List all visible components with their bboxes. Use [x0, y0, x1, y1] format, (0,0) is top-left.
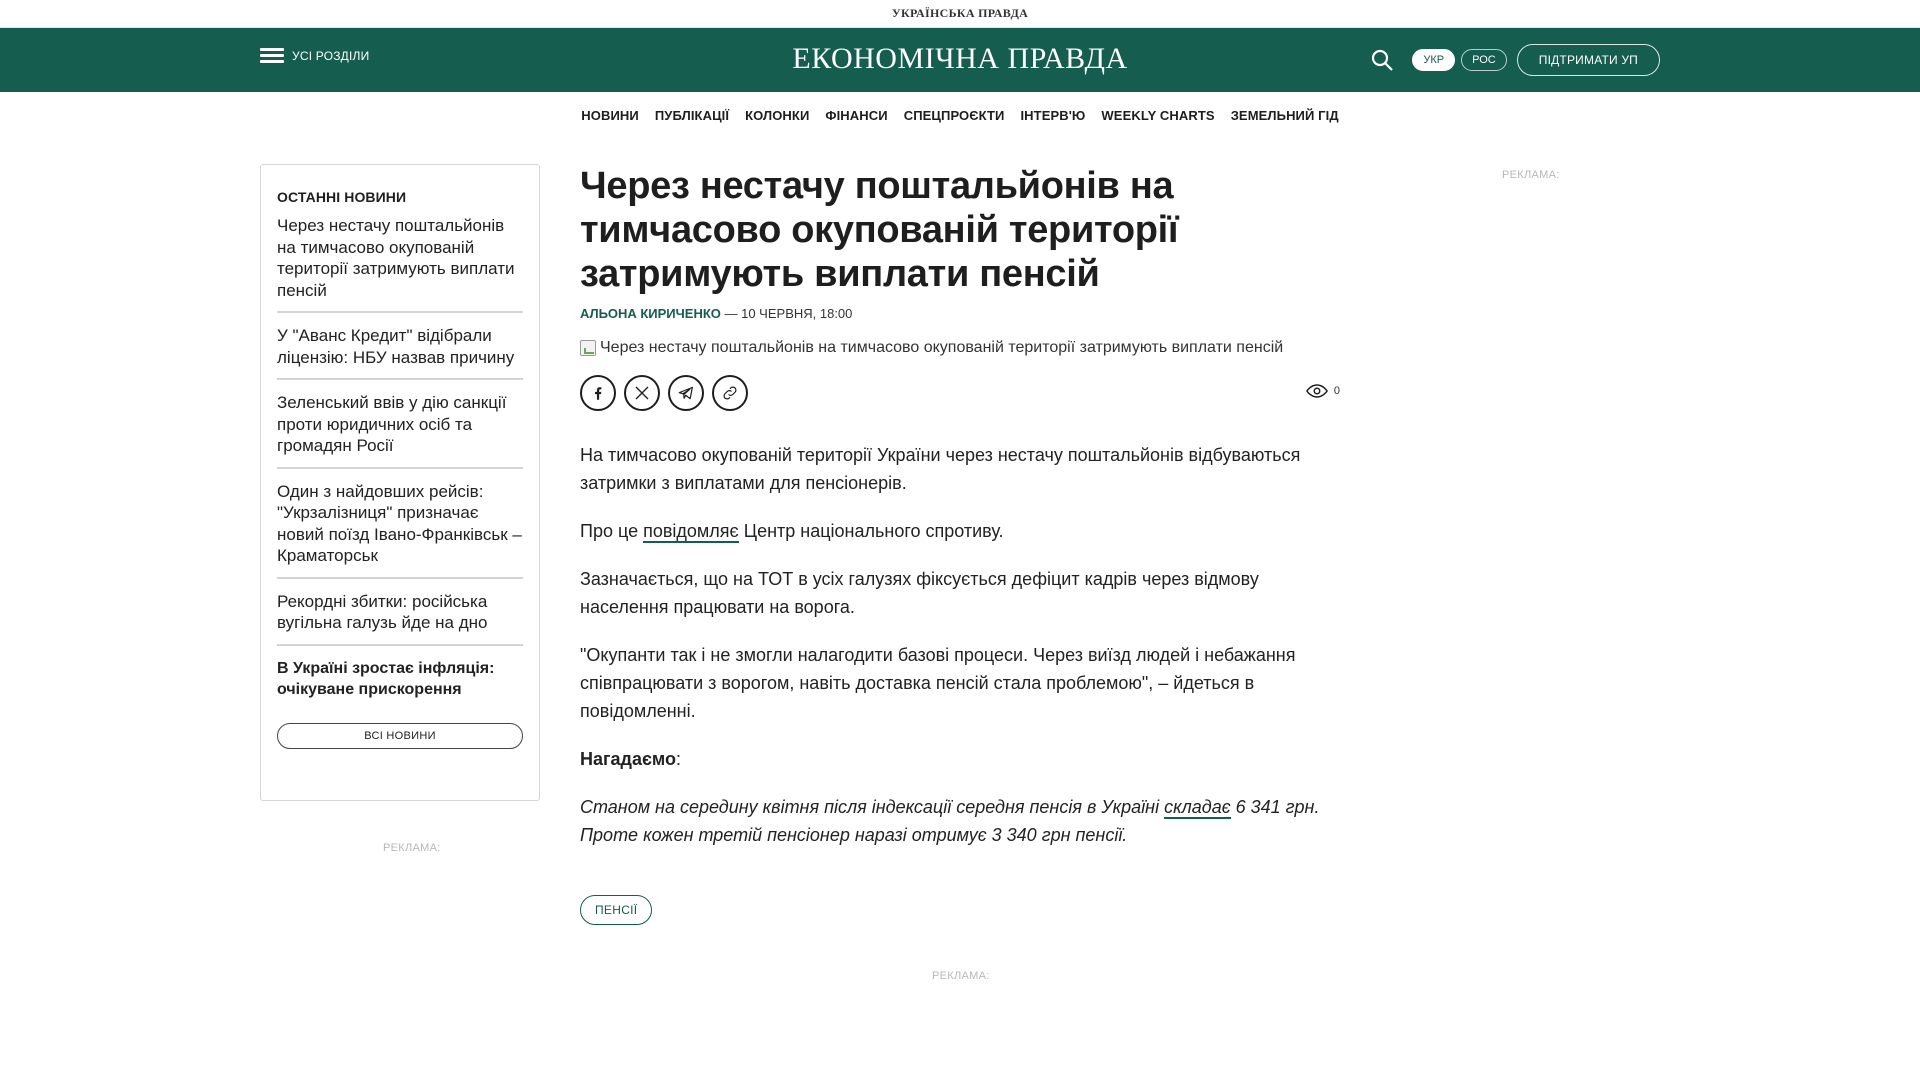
- eye-icon: [1306, 383, 1328, 399]
- paragraph: [580, 517, 1340, 545]
- view-count: 0: [1333, 385, 1340, 397]
- nav-item-finance[interactable]: ФІНАНСИ: [825, 107, 888, 123]
- lang-ukr-button[interactable]: УКР: [1412, 49, 1455, 71]
- ad-label-right: РЕКЛАМА:: [1502, 169, 1560, 181]
- nav-item-land-guide[interactable]: ЗЕМЕЛЬНИЙ ГІД: [1230, 107, 1339, 123]
- telegram-icon: [677, 384, 695, 402]
- article: [580, 164, 1340, 925]
- x-icon: [633, 384, 651, 402]
- link-icon: [721, 384, 739, 402]
- article-image-alt: Через нестачу поштальйонів на тимчасово окупованій території затримують виплати пенсій: [600, 339, 1284, 356]
- paragraph-text: Станом на середину квітня після індексації середня пенсія в Україні: [580, 797, 1165, 817]
- byline-separator: —: [720, 306, 742, 321]
- latest-news-sidebar: [260, 164, 540, 801]
- paragraph-text: Про це: [580, 521, 644, 541]
- nav-item-news[interactable]: НОВИНИ: [581, 107, 639, 123]
- view-counter: [1306, 383, 1340, 399]
- lang-ros-button[interactable]: РОС: [1461, 49, 1507, 71]
- facebook-share-button[interactable]: [580, 375, 616, 411]
- paragraph: [580, 745, 1340, 773]
- news-item[interactable]: Один з найдовших рейсів: "Укрзалізниця" призначає новий поїзд Івано-Франківськ – Краматорськ: [277, 481, 523, 579]
- paragraph-text: 6 341 грн. Проте кожен третій пенсіонер наразі отримує 3 340 грн пенсії.: [580, 797, 1320, 845]
- pension-link[interactable]: складає: [1164, 797, 1231, 817]
- telegram-share-button[interactable]: [668, 375, 704, 411]
- paragraph: "Окупанти так і не змогли налагодити базові процеси. Через виїзд людей і небажання співпрацювати з ворогом, навіть доставка пенсій стала проблемою", – йдеться в повідомленні.: [580, 645, 1296, 721]
- facebook-icon: [589, 384, 607, 402]
- news-item[interactable]: Зеленський ввів у дію санкції проти юридичних осіб та громадян Росії: [277, 392, 523, 469]
- top-strip: [0, 0, 1920, 28]
- broken-image-icon: [580, 340, 596, 356]
- reminder-label: Нагадаємо: [580, 749, 676, 769]
- search-icon[interactable]: [1370, 48, 1394, 72]
- nav-item-special-projects[interactable]: СПЕЦПРОЄКТИ: [903, 107, 1005, 123]
- publish-date: 10 ЧЕРВНЯ, 18:00: [741, 306, 853, 321]
- share-bar: [580, 375, 1340, 411]
- all-sections-label: УСІ РОЗДІЛИ: [292, 49, 370, 63]
- x-share-button[interactable]: [624, 375, 660, 411]
- site-header: [0, 28, 1920, 92]
- news-item[interactable]: Через нестачу поштальйонів на тимчасово окупованій території затримують виплати пенсій: [277, 215, 523, 313]
- article-body: [580, 441, 1340, 849]
- nav-item-interview[interactable]: ІНТЕРВ'Ю: [1020, 107, 1086, 123]
- header-actions: [1370, 44, 1660, 76]
- paragraph: Зазначається, що на ТОТ в усіх галузях фіксується дефіцит кадрів через відмову населення працювати на ворога.: [580, 569, 1259, 617]
- support-button[interactable]: ПІДТРИМАТИ УП: [1517, 44, 1660, 76]
- author-link[interactable]: АЛЬОНА КИРИЧЕНКО: [580, 306, 721, 321]
- main-nav: [0, 92, 1920, 134]
- paragraph: На тимчасово окупованій території України через нестачу поштальйонів відбуваються затримки з виплатами для пенсіонерів.: [580, 445, 1301, 493]
- paragraph: [580, 793, 1340, 849]
- nav-item-weekly-charts[interactable]: WEEKLY CHARTS: [1101, 107, 1215, 123]
- article-title: Через нестачу поштальйонів на тимчасово окупованій території затримують виплати пенсій: [580, 165, 1179, 295]
- latest-news-heading: ОСТАННІ НОВИНИ: [277, 189, 407, 205]
- news-item[interactable]: У "Аванс Кредит" відібрали ліцензію: НБУ назвав причину: [277, 325, 523, 380]
- ad-label-bottom: РЕКЛАМА:: [932, 970, 990, 982]
- up-logo[interactable]: УКРАЇНСЬКА ПРАВДА: [891, 6, 1029, 20]
- reminder-colon: :: [675, 749, 681, 769]
- byline: [580, 306, 1340, 321]
- article-image: [580, 339, 1340, 357]
- nav-item-publications[interactable]: ПУБЛІКАЦІЇ: [654, 107, 730, 123]
- ad-label-left: РЕКЛАМА:: [383, 842, 441, 854]
- site-logo[interactable]: ЕКОНОМІЧНА ПРАВДА: [792, 42, 1128, 75]
- source-link[interactable]: повідомляє: [643, 521, 739, 541]
- copy-link-button[interactable]: [712, 375, 748, 411]
- all-news-button[interactable]: ВСІ НОВИНИ: [277, 723, 523, 749]
- news-item[interactable]: Рекордні збитки: російська вугільна галузь йде на дно: [277, 591, 523, 646]
- paragraph-text: Центр національного спротиву.: [738, 521, 1004, 541]
- nav-item-columns[interactable]: КОЛОНКИ: [745, 107, 810, 123]
- tag-pensions[interactable]: ПЕНСІЇ: [580, 895, 652, 925]
- news-item[interactable]: В Україні зростає інфляція: очікуване прискорення: [277, 659, 495, 698]
